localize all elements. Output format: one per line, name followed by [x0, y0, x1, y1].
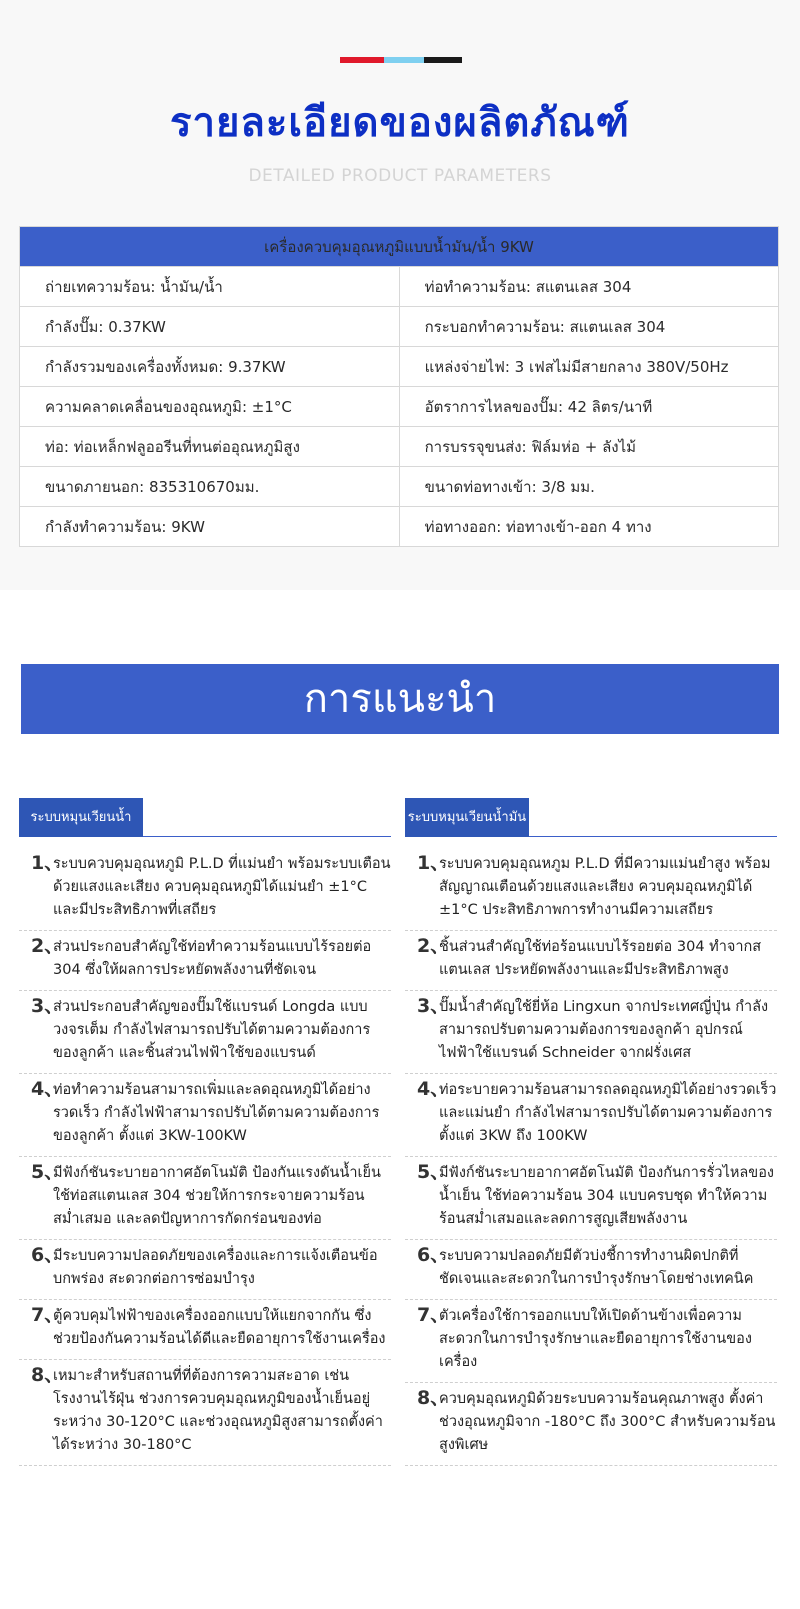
spec-cell: ท่อ: ท่อเหล็กฟลูออรีนที่ทนต่ออุณหภูมิสูง: [20, 427, 400, 467]
item-number: 5、: [31, 1161, 64, 1183]
item-text: ปั๊มน้ำสำคัญใช้ยี่ห้อ Lingxun จากประเทศญี่ปุ่น กำลังสามารถปรับตามความต้องการของลูกค้า อุปกรณ์ไฟฟ้าใช้แบรนด์ Schneider จากฝรั่งเศส: [439, 999, 769, 1061]
item-text: ท่อทำความร้อนสามารถเพิ่มและลดอุณหภูมิได้อย่างรวดเร็ว กำลังไฟฟ้าสามารถปรับได้ตามความต้องการของลูกค้า ตั้งแต่ 3KW-100KW: [53, 1082, 380, 1144]
list-item: [19, 1240, 391, 1300]
item-text: มีฟังก์ชันระบายอากาศอัตโนมัติ ป้องกันการรั่วไหลของน้ำเย็น ใช้ท่อความร้อน 304 แบบครบชุด ทำให้ความร้อนสม่ำเสมอและลดการสูญเสียพลังงาน: [439, 1165, 775, 1227]
spec-cell: กำลังปั๊ม: 0.37KW: [20, 307, 400, 347]
oil-list: [405, 848, 777, 1466]
intro-banner: การแนะนำ: [21, 664, 779, 734]
spec-row: [20, 467, 779, 507]
list-item: [19, 1360, 391, 1466]
item-number: 6、: [31, 1244, 64, 1266]
item-number: 8、: [31, 1364, 64, 1386]
list-item: [19, 1074, 391, 1157]
spec-cell: กำลังรวมของเครื่องทั้งหมด: 9.37KW: [20, 347, 400, 387]
water-list: [19, 848, 391, 1466]
item-text: ระบบควบคุมอุณหภูมิ P.L.D ที่แม่นยำ พร้อมระบบเตือนด้วยแสงและเสียง ควบคุมอุณหภูมิได้แม่นยำ ±1°C และมีประสิทธิภาพที่เสถียร: [53, 856, 391, 918]
spec-cell: ท่อทำความร้อน: สแตนเลส 304: [399, 267, 778, 307]
item-number: 7、: [417, 1304, 450, 1326]
spec-row: [20, 387, 779, 427]
item-text: มีฟังก์ชันระบายอากาศอัตโนมัติ ป้องกันแรงดันน้ำเย็น ใช้ท่อสแตนเลส 304 ช่วยให้การกระจายความร้อนสม่ำเสมอ และลดปัญหาการกัดกร่อนของท่อ: [53, 1165, 381, 1227]
list-item: [405, 1240, 777, 1300]
list-item: [19, 931, 391, 991]
stripe-black: [424, 57, 462, 63]
item-number: 4、: [417, 1078, 450, 1100]
spec-cell: อัตราการไหลของปั๊ม: 42 ลิตร/นาที: [399, 387, 778, 427]
item-number: 5、: [417, 1161, 450, 1183]
item-text: มีระบบความปลอดภัยของเครื่องและการแจ้งเตือนข้อบกพร่อง สะดวกต่อการซ่อมบำรุง: [53, 1248, 378, 1287]
item-number: 1、: [31, 852, 64, 874]
spec-cell: แหล่งจ่ายไฟ: 3 เฟสไม่มีสายกลาง 380V/50Hz: [399, 347, 778, 387]
item-number: 8、: [417, 1387, 450, 1409]
stripe-red: [340, 57, 384, 63]
spec-cell: ความคลาดเคลื่อนของอุณหภูมิ: ±1°C: [20, 387, 400, 427]
item-text: ส่วนประกอบสำคัญใช้ท่อทำความร้อนแบบไร้รอยต่อ 304 ซึ่งให้ผลการประหยัดพลังงานที่ชัดเจน: [53, 939, 372, 978]
list-item: [405, 848, 777, 931]
item-number: 7、: [31, 1304, 64, 1326]
list-item: [405, 1300, 777, 1383]
page-title: รายละเอียดของผลิตภัณฑ์: [170, 100, 630, 146]
item-text: เหมาะสำหรับสถานที่ที่ต้องการความสะอาด เช่น โรงงานไร้ฝุ่น ช่วงการควบคุมอุณหภูมิของน้ำเย็นอยู่ระหว่าง 30-120°C และช่วงอุณหภูมิสูงสามารถตั้งค่าได้ระหว่าง 30-180°C: [53, 1368, 383, 1453]
list-item: [405, 991, 777, 1074]
tab-oil-circulation: ระบบหมุนเวียนน้ำมัน: [405, 798, 529, 837]
list-item: [405, 931, 777, 991]
header-section: [0, 0, 800, 590]
stripe-blue: [384, 57, 424, 63]
spec-cell: ถ่ายเทความร้อน: น้ำมัน/น้ำ: [20, 267, 400, 307]
item-text: ตู้ควบคุมไฟฟ้าของเครื่องออกแบบให้แยกจากกัน ซึ่งช่วยป้องกันความร้อนได้ดีและยืดอายุการใช้งานเครื่อง: [53, 1308, 386, 1347]
item-number: 2、: [31, 935, 64, 957]
spec-table-title: เครื่องควบคุมอุณหภูมิแบบน้ำมัน/น้ำ 9KW: [20, 227, 779, 267]
page-subtitle: DETAILED PRODUCT PARAMETERS: [248, 166, 552, 186]
list-item: [19, 848, 391, 931]
spec-cell: ท่อทางออก: ท่อทางเข้า-ออก 4 ทาง: [399, 507, 778, 547]
item-text: ควบคุมอุณหภูมิด้วยระบบความร้อนคุณภาพสูง ตั้งค่าช่วงอุณหภูมิจาก -180°C ถึง 300°C สำหรับความร้อนสูงพิเศษ: [439, 1391, 776, 1453]
item-text: ระบบความปลอดภัยมีตัวบ่งชี้การทำงานผิดปกติที่ชัดเจนและสะดวกในการบำรุงรักษาโดยช่างเทคนิค: [439, 1248, 754, 1287]
tab-water-circulation: ระบบหมุนเวียนน้ำ: [19, 798, 143, 837]
item-number: 3、: [31, 995, 64, 1017]
item-number: 6、: [417, 1244, 450, 1266]
spec-cell: กำลังทำความร้อน: 9KW: [20, 507, 400, 547]
list-item: [19, 991, 391, 1074]
spec-row: [20, 267, 779, 307]
list-item: [19, 1300, 391, 1360]
spec-cell: การบรรจุขนส่ง: ฟิล์มห่อ + ลังไม้: [399, 427, 778, 467]
spec-row: [20, 347, 779, 387]
item-text: ส่วนประกอบสำคัญของปั๊มใช้แบรนด์ Longda แบบวงจรเต็ม กำลังไฟสามารถปรับได้ตามความต้องการของลูกค้า และชิ้นส่วนไฟฟ้าใช้ของแบรนด์: [53, 999, 371, 1061]
item-number: 4、: [31, 1078, 64, 1100]
list-item: [405, 1074, 777, 1157]
list-item: [405, 1157, 777, 1240]
spec-cell: ขนาดท่อทางเข้า: 3/8 มม.: [399, 467, 778, 507]
spec-table: [19, 226, 779, 547]
spec-row: [20, 427, 779, 467]
item-number: 2、: [417, 935, 450, 957]
item-text: ระบบควบคุมอุณหภูม P.L.D ที่มีความแม่นยำสูง พร้อมสัญญาณเตือนด้วยแสงและเสียง ควบคุมอุณหภูมิได้ ±1°C ประสิทธิภาพการทำงานมีความเสถียร: [439, 856, 771, 918]
item-text: ท่อระบายความร้อนสามารถลดอุณหภูมิได้อย่างรวดเร็วและแม่นยำ กำลังไฟสามารถปรับได้ตามความต้องการ ตั้งแต่ 3KW ถึง 100KW: [439, 1082, 777, 1144]
item-text: ชิ้นส่วนสำคัญใช้ท่อร้อนแบบไร้รอยต่อ 304 ทำจากสแตนเลส ประหยัดพลังงานและมีประสิทธิภาพสูง: [439, 939, 762, 978]
spec-cell: ขนาดภายนอก: 835310670มม.: [20, 467, 400, 507]
spec-cell: กระบอกทำความร้อน: สแตนเลส 304: [399, 307, 778, 347]
list-item: [405, 1383, 777, 1466]
item-number: 1、: [417, 852, 450, 874]
item-number: 3、: [417, 995, 450, 1017]
item-text: ตัวเครื่องใช้การออกแบบให้เปิดด้านข้างเพื่อความสะดวกในการบำรุงรักษาและยืดอายุการใช้งานของเครื่อง: [439, 1308, 752, 1370]
spec-row: [20, 507, 779, 547]
spec-row: [20, 307, 779, 347]
list-item: [19, 1157, 391, 1240]
